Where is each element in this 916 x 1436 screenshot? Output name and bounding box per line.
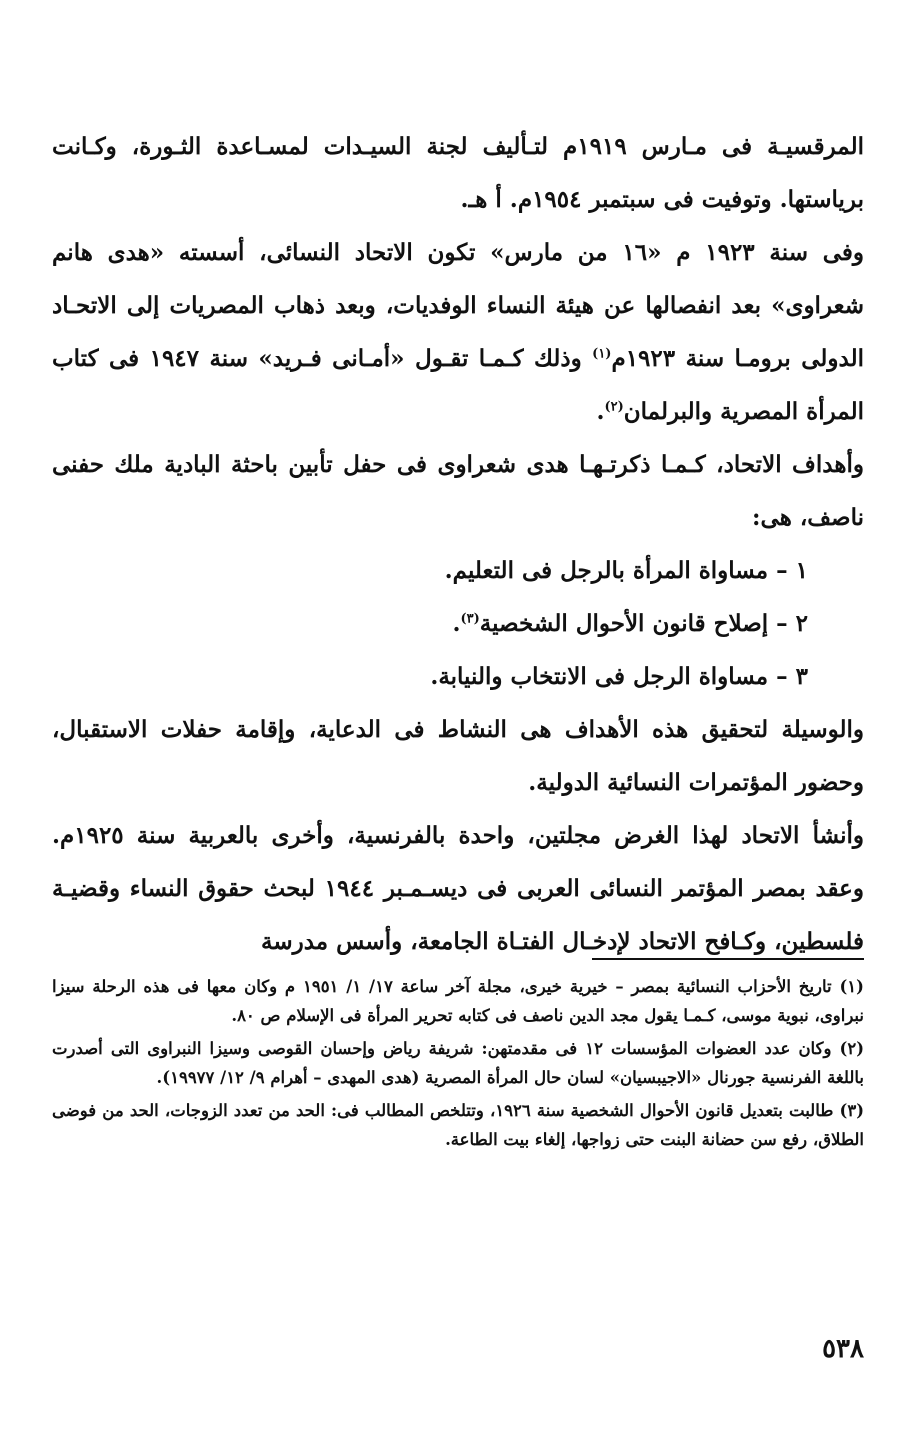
goal-item-3: ٣ – مساواة الرجل فى الانتخاب والنيابة. [430,663,808,690]
footnote-divider [592,958,864,960]
footnotes [52,972,864,1158]
footnote-ref-1[interactable]: (١) [592,346,612,362]
goal-item-2 [52,597,864,650]
goal-item-2-end: . [452,610,461,637]
paragraph-2-text: وفى سنة ١٩٢٣ م «١٦ من مارس» تكون الاتحاد النسائى، أسسته «هدى هانم شعراوى» بعد انفصالها عن هيئة النساء الوفديات، وبعد ذهاب المصريات إلى الاتحـاد الدولى برومـا سنة ١٩٢٣م [52,239,865,372]
footnote-1: (١) تاريخ الأحزاب النسائية بمصر – خيرية خيرى، مجلة آخر ساعة ١٧/ ١/ ١٩٥١ م وكان معها فى هذه الرحلة سيزا نبراوى، نبوية موسى، كـمـا يقول مجد الدين ناصف فى كتابه تحرير المرأة فى الإسلام ص ٨٠. [52,977,864,1025]
main-text [52,120,864,968]
paragraph-3: وأهداف الاتحاد، كـمـا ذكرتـهـا هدى شعراوى فى حفل تأبين باحثة البادية ملك حفنى ناصف، هى: [52,451,864,531]
paragraph-1: المرقسيـة فى مـارس ١٩١٩م لتـأليف لجنة السيـدات لمسـاعدة الثـورة، وكـانت برياستها. وتوفيت فى سبتمبر ١٩٥٤م. أ هـ. [52,133,864,213]
paragraph-2-continued: وذلك كـمـا تقـول «أمـانى فـريد» سنة ١٩٤٧ فى كتاب المرأة المصرية والبرلمان [52,345,864,425]
page-number: ٥٣٨ [822,1334,864,1364]
paragraph-4: والوسيلة لتحقيق هذه الأهداف هى النشاط فى الدعاية، وإقامة حفلات الاستقبال، وحضور المؤتمرات النسائية الدولية. [52,716,864,796]
paragraph-2-end: . [596,398,605,425]
footnote-ref-2[interactable]: (٢) [604,399,624,415]
footnote-2: (٢) وكان عدد العضوات المؤسسات ١٢ فى مقدمتهن: شريفة رياض وإحسان القوصى وسيزا النبراوى التى أصدرت باللغة الفرنسية جورنال «الاجيبسيان» لسان حال المرأة المصرية (هدى المهدى – أهرام ٩/ ١٢/ ١٩٩٧٧). [52,1039,864,1087]
paragraph-5: وأنشأ الاتحاد لهذا الغرض مجلتين، واحدة بالفرنسية، وأخرى بالعربية سنة ١٩٢٥م. وعقد بمصر المؤتمر النسائى العربى فى ديسـمـبر ١٩٤٤ لبحث حقوق النساء وقضيـة فلسطين، وكـافح الاتحاد لإدخـال الفتـاة الجامعة، وأسس مدرسة [52,822,865,955]
goal-item-2-text: ٢ – إصلاح قانون الأحوال الشخصية [479,610,808,637]
footnote-3: (٣) طالبت بتعديل قانون الأحوال الشخصية سنة ١٩٢٦، وتتلخص المطالب فى: الحد من تعدد الزوجات، الحد من فوضى الطلاق، رفع سن حضانة البنت حتى زواجها، إلغاء بيت الطاعة. [52,1101,864,1149]
footnote-ref-3[interactable]: (٣) [460,611,480,627]
paragraph-2 [52,226,864,438]
goal-item-1: ١ – مساواة المرأة بالرجل فى التعليم. [444,557,808,584]
